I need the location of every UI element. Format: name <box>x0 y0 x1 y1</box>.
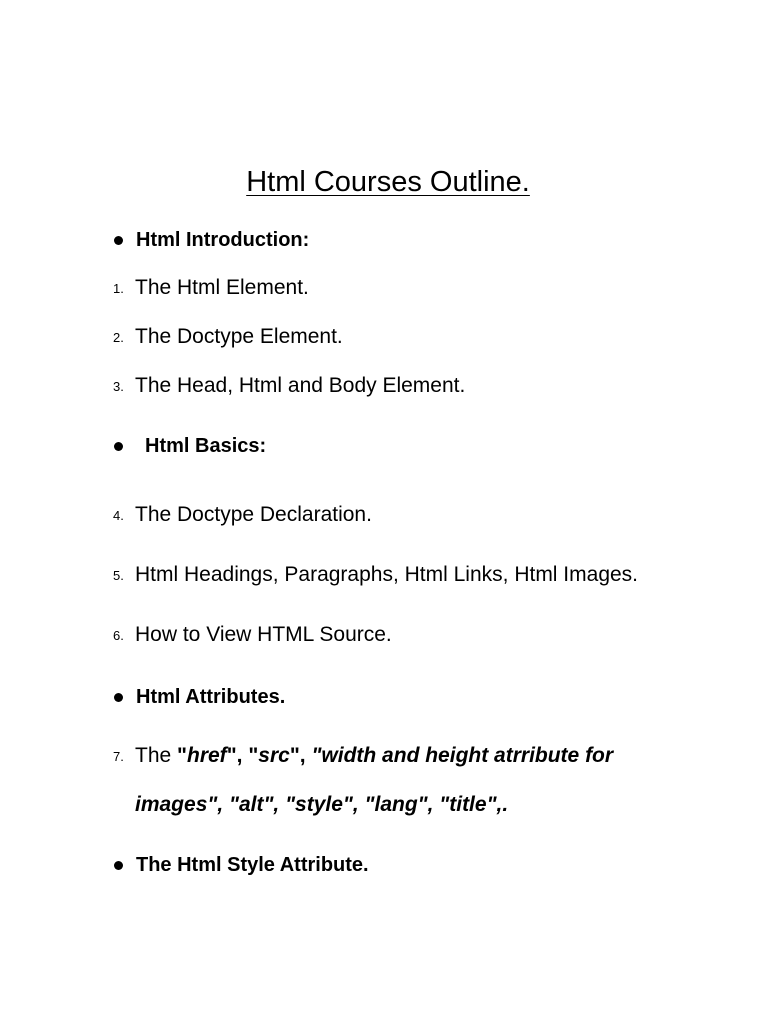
quote-mark: " <box>177 744 187 767</box>
list-item-number: 7. <box>113 749 124 764</box>
page-title-text: Html Courses Outline. <box>246 166 530 198</box>
section-heading-attributes <box>0 682 768 712</box>
list-item-text: images", "alt", "style", "lang", "title",. <box>135 793 509 816</box>
list-item <box>0 322 768 352</box>
list-item-text: How to View HTML Source. <box>135 623 392 646</box>
section-heading-label: Html Basics: <box>145 435 267 457</box>
list-item <box>0 273 768 303</box>
list-item-text <box>135 741 613 771</box>
list-item <box>0 560 768 590</box>
list-item-number: 6. <box>113 628 124 643</box>
quote-separator: ", " <box>226 744 259 767</box>
section-heading-label: The Html Style Attribute. <box>136 854 369 876</box>
list-item-number: 2. <box>113 330 124 345</box>
list-item-text: The Doctype Element. <box>135 325 343 348</box>
page-title <box>0 163 768 201</box>
section-heading-label: Html Introduction: <box>136 229 310 251</box>
section-heading-introduction <box>0 225 768 255</box>
list-item-number: 4. <box>113 508 124 523</box>
list-item-text: The Doctype Declaration. <box>135 503 372 526</box>
quote-separator: ", <box>289 744 312 767</box>
attr-href: href <box>187 744 227 767</box>
section-heading-style-attribute <box>0 850 768 880</box>
bullet-icon <box>114 861 123 870</box>
bullet-icon <box>114 693 123 702</box>
list-item <box>0 500 768 530</box>
list-item <box>0 371 768 401</box>
section-heading-label: Html Attributes. <box>136 686 286 708</box>
list-item-number: 3. <box>113 379 124 394</box>
bullet-icon <box>114 442 123 451</box>
list-item-text: The Head, Html and Body Element. <box>135 374 466 397</box>
list-item-number: 1. <box>113 281 124 296</box>
attr-src: src <box>258 744 290 767</box>
list-item-continuation <box>0 790 768 820</box>
bullet-icon <box>114 236 123 245</box>
section-heading-basics <box>0 431 768 461</box>
list-item-text: The Html Element. <box>135 276 309 299</box>
list-item <box>0 741 768 771</box>
list-item <box>0 620 768 650</box>
list-item-number: 5. <box>113 568 124 583</box>
list-item-text: Html Headings, Paragraphs, Html Links, Html Images. <box>135 563 639 586</box>
list-item-lead: The <box>135 744 178 767</box>
attr-width-height: "width and height atrribute for <box>311 744 614 767</box>
